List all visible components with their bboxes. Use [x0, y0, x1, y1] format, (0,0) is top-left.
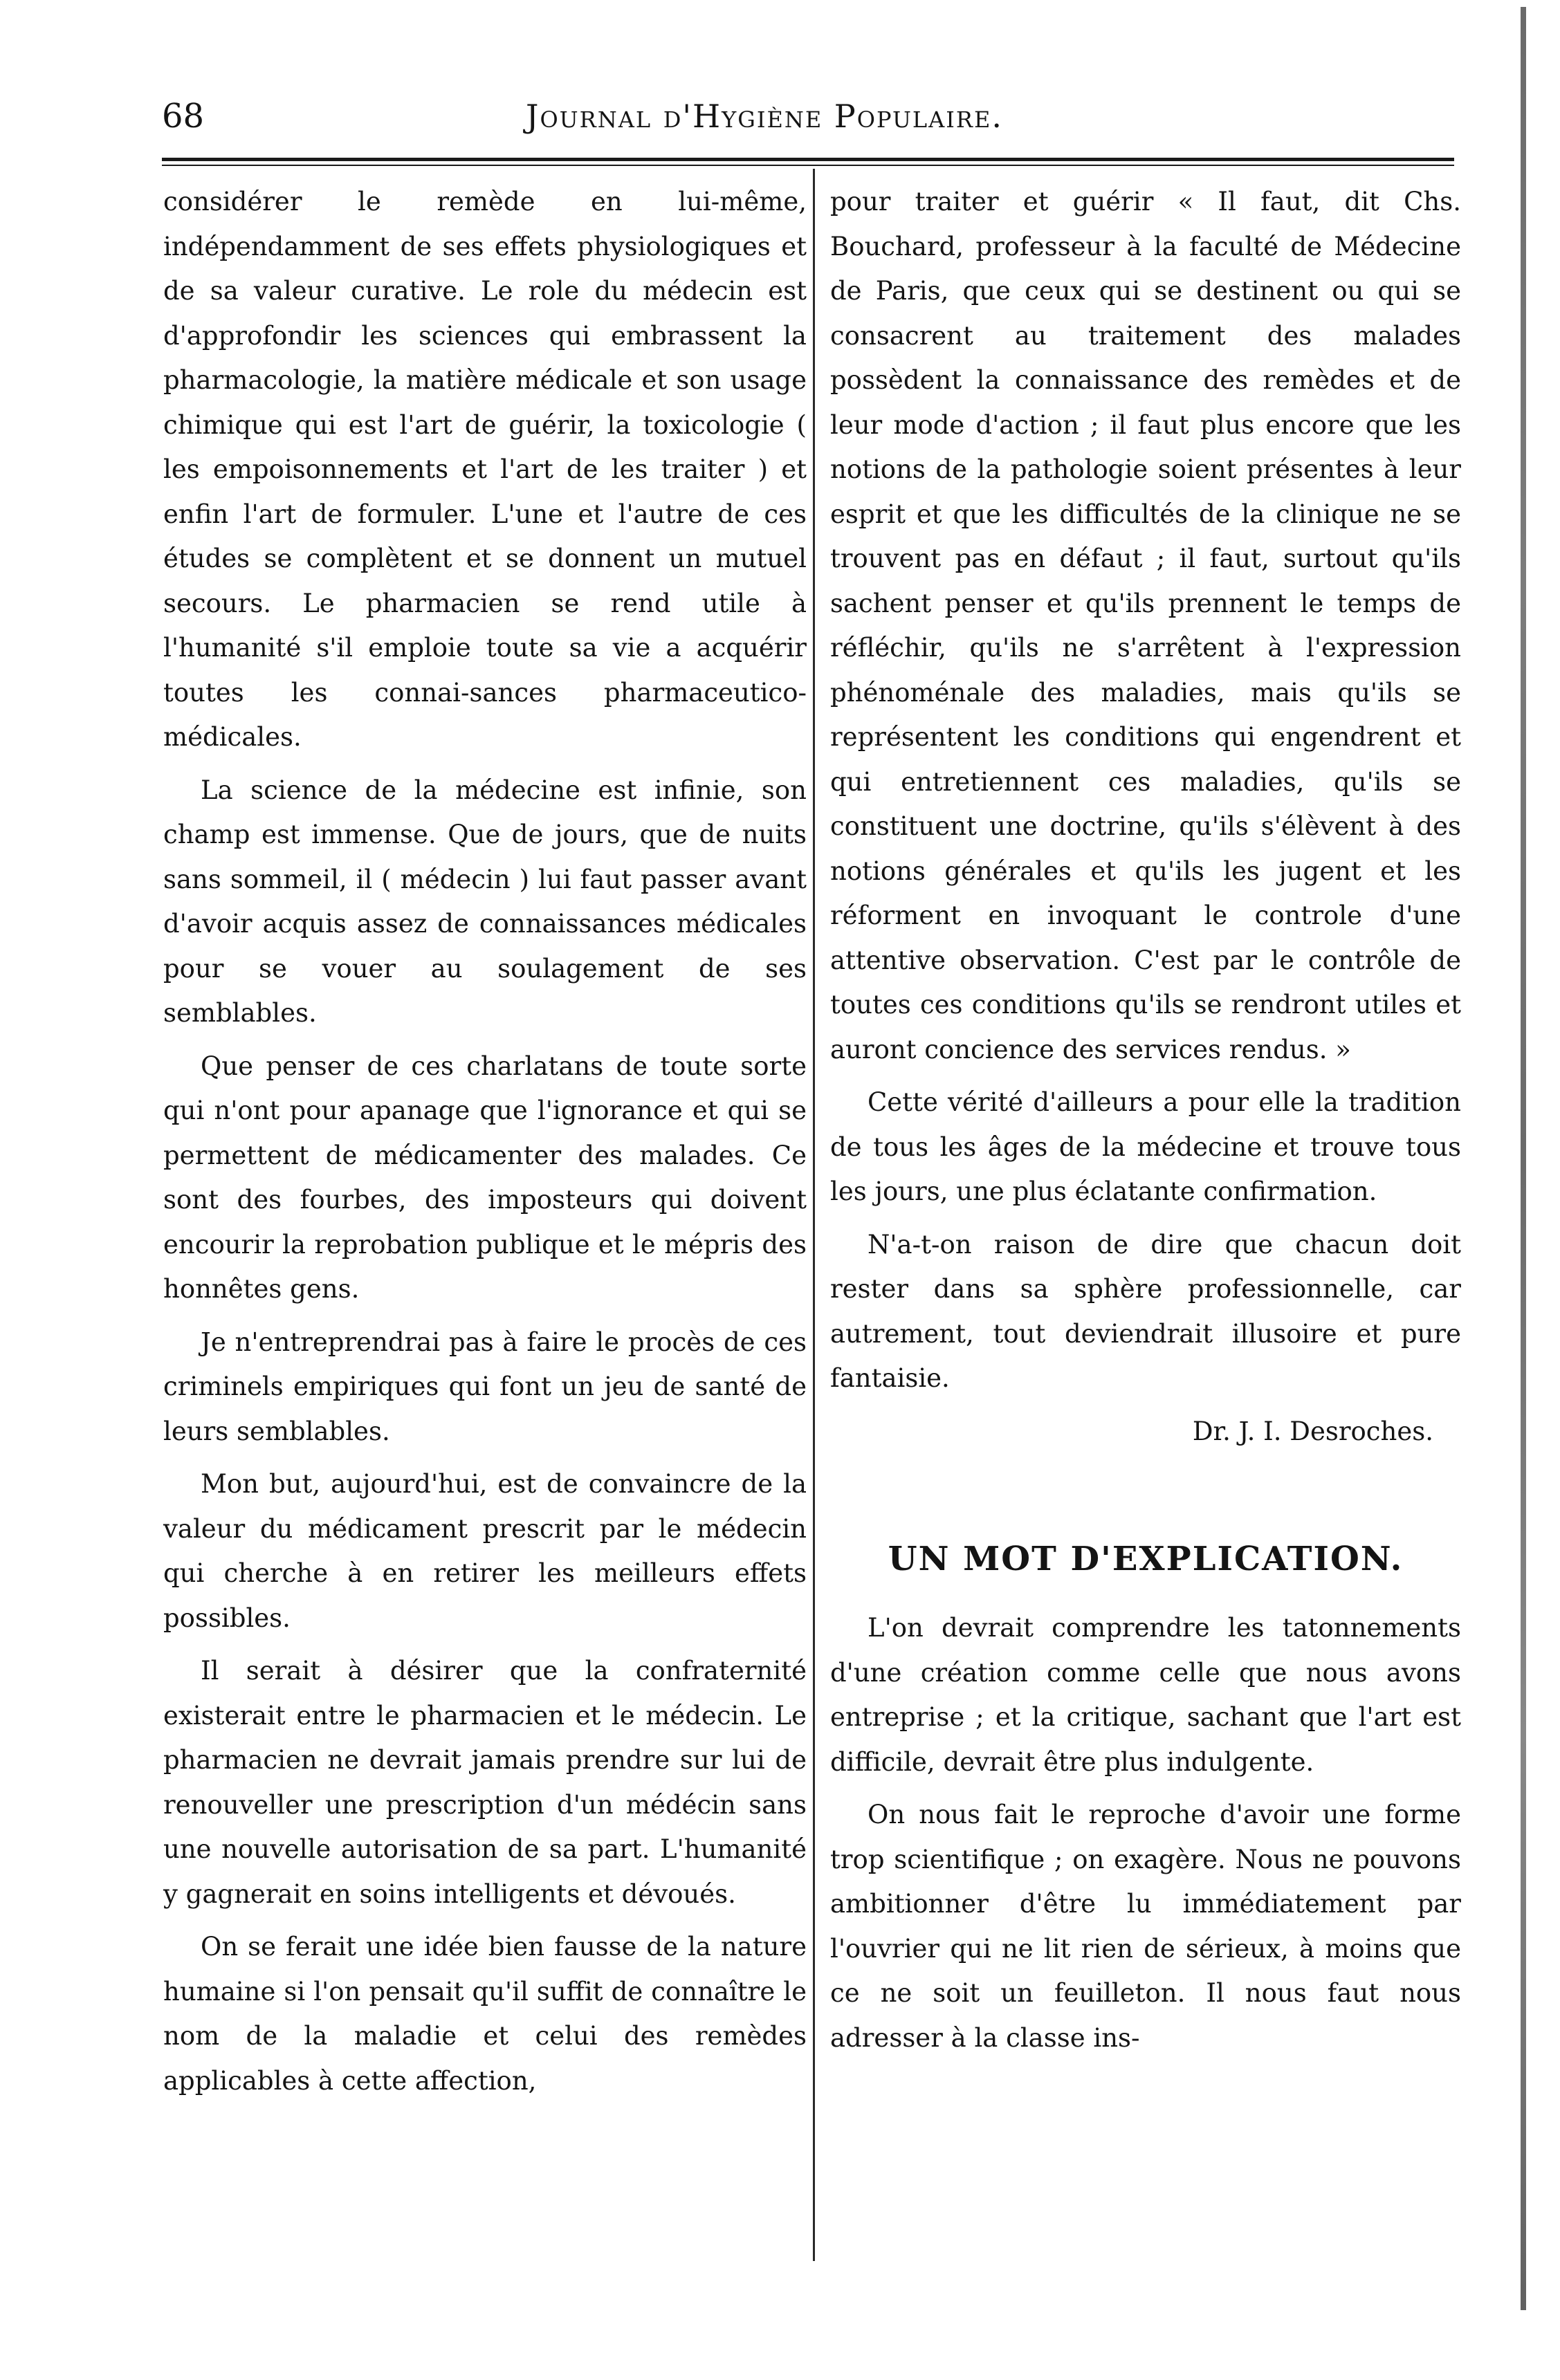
author-signature: Dr. J. I. Desroches. [1192, 1416, 1433, 1446]
section-title: UN MOT D'EXPLICATION. [888, 1540, 1404, 1578]
paragraph: Cette vérité d'ailleurs a pour elle la tradition de tous les âges de la médecine et trouve tous les jours, une plus éclatante confirmation. [830, 1087, 1461, 1206]
column-divider [813, 169, 815, 2261]
paragraph: L'on devrait comprendre les tatonnements d'une création comme celle que nous avons entreprise ; et la critique, sachant que l'art est difficile, devrait être plus indulgente. [830, 1613, 1461, 1777]
paragraph: On se ferait une idée bien fausse de la nature humaine si l'on pensait qu'il suffit de connaître le nom de la maladie et celui des remèdes applicables à cette affection, [163, 1932, 807, 2096]
paragraph: On nous fait le reproche d'avoir une forme trop scientifique ; on exagère. Nous ne pouvons ambitionner d'être lu immédiatement par l'ouvrier qui ne lit rien de sérieux, à moins que ce ne soit un feuilleton. Il nous faut nous adresser à la classe ins- [830, 1800, 1461, 2053]
paragraph: Mon but, aujourd'hui, est de convaincre de la valeur du médicament prescrit par le médecin qui cherche à en retirer les meilleurs effets possibles. [163, 1469, 807, 1633]
page-number: 68 [162, 97, 205, 136]
paragraph: N'a-t-on raison de dire que chacun doit rester dans sa sphère professionnelle, car autrement, tout deviendrait illusoire et pure fantaisie. [830, 1229, 1461, 1393]
paragraph: Que penser de ces charlatans de toute sorte qui n'ont pour apanage que l'ignorance et qui se permettent de médicamenter des malades. Ce sont des fourbes, des imposteurs qui doivent encourir la reprobation publique et le mépris des honnêtes gens. [163, 1051, 807, 1304]
quotation-paragraph: pour traiter et guérir « Il faut, dit Chs. Bouchard, professeur à la faculté de Médecine de Paris, que ceux qui se destinent ou qui se consacrent au traitement des malades possèdent la connaissance des remèdes et de leur mode d'action ; il faut plus encore que les notions de la pathologie soient présentes à leur esprit et que les difficultés de la clinique ne se trouvent pas en défaut ; il faut, surtout qu'ils sachent penser et qu'ils prennent le temps de réfléchir, qu'ils ne s'arrêtent à l'expression phénoménale des maladies, mais qu'ils se représentent les conditions qui engendrent et qui entretiennent ces maladies, qu'ils se constituent une doctrine, qu'ils s'élèvent à des notions générales et qu'ils les jugent et les réforment en invoquant le controle d'une attentive observation. C'est par le contrôle de toutes ces conditions qu'ils se rendront utiles et auront concience des services rendus. » [830, 187, 1461, 1064]
paragraph: Je n'entreprendrai pas à faire le procès de ces criminels empiriques qui font un jeu de santé de leurs semblables. [163, 1327, 807, 1446]
left-column [163, 180, 807, 2112]
paragraph: La science de la médecine est infinie, son champ est immense. Que de jours, que de nuits sans sommeil, il ( médecin ) lui faut passer avant d'avoir acquis assez de connaissances médicales pour se vouer au soulagement de ses semblables. [163, 775, 807, 1028]
header-rule-thin [162, 165, 1454, 166]
right-column [830, 180, 1461, 2069]
running-title: Journal d'Hygiène Populaire. [526, 98, 1004, 135]
page-edge-shadow [1521, 7, 1526, 2310]
header-rule-thick [162, 158, 1454, 161]
paragraph: Il serait à désirer que la confraternité existerait entre le pharmacien et le médecin. Le pharmacien ne devrait jamais prendre sur lui de renouveller une prescription d'un médécin sans une nouvelle autorisation de sa part. L'humanité y gagnerait en soins intelligents et dévoués. [163, 1656, 807, 1909]
paragraph: considérer le remède en lui-même, indépendamment de ses effets physiologiques et de sa valeur curative. Le role du médecin est d'approfondir les sciences qui embrassent la pharmacologie, la matière médicale et son usage chimique qui est l'art de guérir, la toxicologie ( les empoisonnements et l'art de les traiter ) et enfin l'art de formuler. L'une et l'autre de ces études se complètent et se donnent un mutuel secours. Le pharmacien se rend utile à l'humanité s'il emploie toute sa vie a acquérir toutes les connai-sances pharmaceutico-médicales. [163, 187, 807, 752]
